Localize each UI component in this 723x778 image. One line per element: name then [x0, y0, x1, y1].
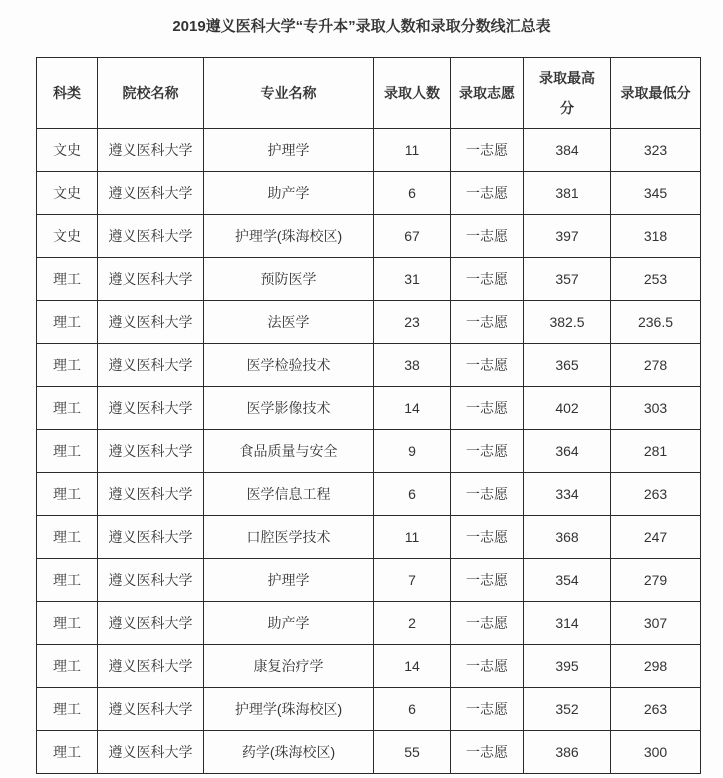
cell-school: 遵义医科大学	[98, 559, 204, 602]
cell-school: 遵义医科大学	[98, 258, 204, 301]
table-row	[37, 129, 701, 172]
cell-school: 遵义医科大学	[98, 645, 204, 688]
cell-school: 遵义医科大学	[98, 688, 204, 731]
cell-major: 护理学(珠海校区)	[204, 688, 374, 731]
cell-admit-count: 11	[374, 129, 451, 172]
cell-major: 食品质量与安全	[204, 430, 374, 473]
cell-school: 遵义医科大学	[98, 430, 204, 473]
table-row	[37, 516, 701, 559]
cell-school: 遵义医科大学	[98, 473, 204, 516]
cell-admit-count: 23	[374, 301, 451, 344]
cell-admit-count: 7	[374, 559, 451, 602]
cell-category: 理工	[37, 645, 98, 688]
cell-major: 药学(珠海校区)	[204, 731, 374, 774]
header-admit-preference: 录取志愿	[451, 58, 524, 129]
cell-admit-count: 55	[374, 731, 451, 774]
cell-admit-preference: 一志愿	[451, 129, 524, 172]
header-max-score-label: 录取最高分	[539, 70, 595, 116]
cell-max-score: 365	[524, 344, 611, 387]
cell-max-score: 352	[524, 688, 611, 731]
cell-major: 预防医学	[204, 258, 374, 301]
cell-min-score: 263	[611, 688, 701, 731]
cell-min-score: 345	[611, 172, 701, 215]
cell-admit-count: 9	[374, 430, 451, 473]
page-title: 2019遵义医科大学“专升本”录取人数和录取分数线汇总表	[172, 18, 551, 35]
cell-school: 遵义医科大学	[98, 344, 204, 387]
cell-max-score: 397	[524, 215, 611, 258]
cell-min-score: 253	[611, 258, 701, 301]
cell-admit-count: 14	[374, 387, 451, 430]
cell-school: 遵义医科大学	[98, 301, 204, 344]
cell-min-score: 279	[611, 559, 701, 602]
cell-major: 医学影像技术	[204, 387, 374, 430]
cell-min-score: 278	[611, 344, 701, 387]
cell-school: 遵义医科大学	[98, 731, 204, 774]
table-row	[37, 344, 701, 387]
table-row	[37, 602, 701, 645]
cell-admit-preference: 一志愿	[451, 344, 524, 387]
cell-max-score: 402	[524, 387, 611, 430]
cell-max-score: 368	[524, 516, 611, 559]
header-min-score: 录取最低分	[611, 58, 701, 129]
cell-max-score: 364	[524, 430, 611, 473]
cell-category: 文史	[37, 172, 98, 215]
cell-max-score: 395	[524, 645, 611, 688]
cell-school: 遵义医科大学	[98, 129, 204, 172]
cell-admit-preference: 一志愿	[451, 645, 524, 688]
cell-major: 康复治疗学	[204, 645, 374, 688]
cell-admit-preference: 一志愿	[451, 172, 524, 215]
cell-max-score: 382.5	[524, 301, 611, 344]
header-major: 专业名称	[204, 58, 374, 129]
header-admit-count: 录取人数	[374, 58, 451, 129]
cell-admit-preference: 一志愿	[451, 215, 524, 258]
cell-admit-preference: 一志愿	[451, 688, 524, 731]
cell-school: 遵义医科大学	[98, 215, 204, 258]
cell-admit-count: 38	[374, 344, 451, 387]
cell-category: 文史	[37, 129, 98, 172]
cell-category: 理工	[37, 387, 98, 430]
cell-school: 遵义医科大学	[98, 516, 204, 559]
cell-admit-count: 2	[374, 602, 451, 645]
cell-category: 理工	[37, 301, 98, 344]
cell-category: 理工	[37, 516, 98, 559]
cell-category: 理工	[37, 559, 98, 602]
cell-major: 护理学	[204, 129, 374, 172]
cell-admit-preference: 一志愿	[451, 430, 524, 473]
cell-major: 医学信息工程	[204, 473, 374, 516]
cell-admit-count: 14	[374, 645, 451, 688]
cell-max-score: 334	[524, 473, 611, 516]
cell-category: 文史	[37, 215, 98, 258]
cell-min-score: 323	[611, 129, 701, 172]
table-header	[37, 58, 701, 129]
cell-major: 护理学(珠海校区)	[204, 215, 374, 258]
cell-category: 理工	[37, 731, 98, 774]
cell-admit-preference: 一志愿	[451, 731, 524, 774]
cell-max-score: 357	[524, 258, 611, 301]
cell-admit-preference: 一志愿	[451, 602, 524, 645]
cell-min-score: 307	[611, 602, 701, 645]
cell-admit-preference: 一志愿	[451, 559, 524, 602]
table-row	[37, 301, 701, 344]
header-school: 院校名称	[98, 58, 204, 129]
table-row	[37, 172, 701, 215]
table-row	[37, 645, 701, 688]
cell-admit-count: 6	[374, 172, 451, 215]
header-max-score	[524, 58, 611, 129]
table-body	[37, 129, 701, 774]
table-row	[37, 430, 701, 473]
table-row	[37, 688, 701, 731]
cell-admit-preference: 一志愿	[451, 473, 524, 516]
cell-major: 护理学	[204, 559, 374, 602]
cell-min-score: 298	[611, 645, 701, 688]
cell-category: 理工	[37, 344, 98, 387]
cell-min-score: 263	[611, 473, 701, 516]
cell-min-score: 247	[611, 516, 701, 559]
cell-category: 理工	[37, 473, 98, 516]
header-row	[37, 58, 701, 129]
table-row	[37, 731, 701, 774]
cell-school: 遵义医科大学	[98, 602, 204, 645]
cell-major: 医学检验技术	[204, 344, 374, 387]
cell-admit-preference: 一志愿	[451, 516, 524, 559]
cell-major: 助产学	[204, 172, 374, 215]
cell-max-score: 354	[524, 559, 611, 602]
cell-school: 遵义医科大学	[98, 172, 204, 215]
cell-min-score: 281	[611, 430, 701, 473]
cell-max-score: 314	[524, 602, 611, 645]
cell-admit-count: 31	[374, 258, 451, 301]
table-row	[37, 473, 701, 516]
table-row	[37, 387, 701, 430]
cell-min-score: 303	[611, 387, 701, 430]
cell-admit-preference: 一志愿	[451, 387, 524, 430]
cell-admit-count: 67	[374, 215, 451, 258]
cell-min-score: 318	[611, 215, 701, 258]
cell-category: 理工	[37, 430, 98, 473]
cell-max-score: 384	[524, 129, 611, 172]
cell-major: 口腔医学技术	[204, 516, 374, 559]
cell-admit-preference: 一志愿	[451, 301, 524, 344]
table-row	[37, 215, 701, 258]
table-row	[37, 258, 701, 301]
cell-school: 遵义医科大学	[98, 387, 204, 430]
cell-major: 法医学	[204, 301, 374, 344]
cell-max-score: 386	[524, 731, 611, 774]
cell-max-score: 381	[524, 172, 611, 215]
cell-admit-count: 6	[374, 688, 451, 731]
cell-admit-count: 6	[374, 473, 451, 516]
cell-min-score: 236.5	[611, 301, 701, 344]
table-row	[37, 559, 701, 602]
cell-major: 助产学	[204, 602, 374, 645]
admissions-table	[36, 57, 701, 774]
cell-category: 理工	[37, 258, 98, 301]
cell-admit-count: 11	[374, 516, 451, 559]
header-category: 科类	[37, 58, 98, 129]
cell-admit-preference: 一志愿	[451, 258, 524, 301]
cell-category: 理工	[37, 602, 98, 645]
cell-min-score: 300	[611, 731, 701, 774]
cell-category: 理工	[37, 688, 98, 731]
